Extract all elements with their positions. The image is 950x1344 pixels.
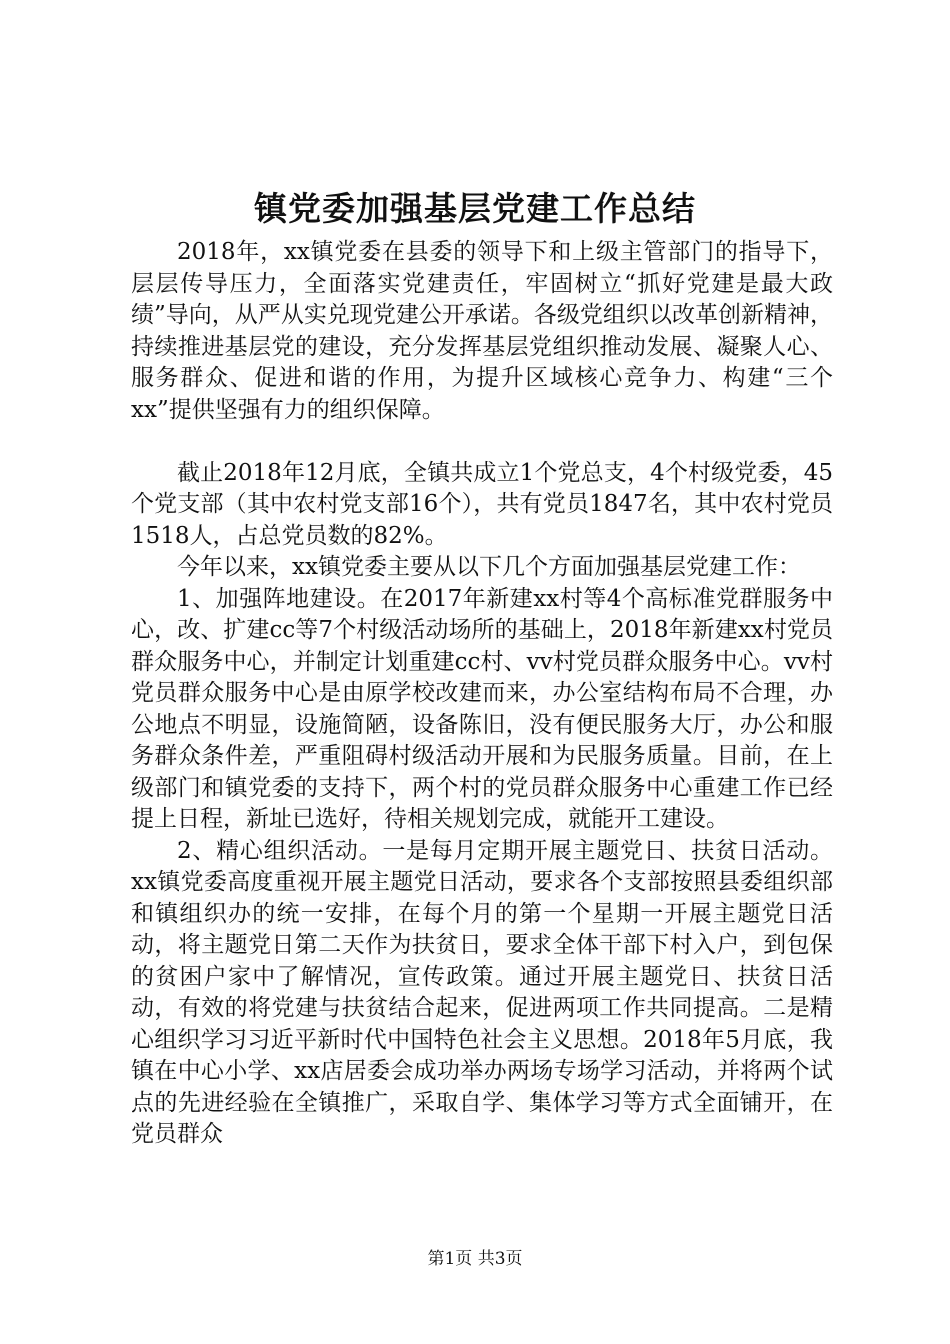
paragraph-intro: 2018年，xx镇党委在县委的领导下和上级主管部门的指导下，层层传导压力，全面落实党建责任，牢固树立“抓好党建是最大政绩”导向，从严从实兑现党建公开承诺。各级党组织以改革创新精神，持续推进基层党的建设，充分发挥基层党组织推动发展、凝聚人心、服务群众、促进和谐的作用，为提升区域核心竞争力、构建“三个xx”提供坚强有力的组织保障。 (131, 239, 833, 423)
paragraph-item-1: 1、加强阵地建设。在2017年新建xx村等4个高标准党群服务中心，改、扩建cc等7个村级活动场所的基础上，2018年新建xx村党员群众服务中心，并制定计划重建cc村、vv村党员群众服务中心。vv村党员群众服务中心是由原学校改建而来，办公室结构布局不合理，办公地点不明显，设施简陋，设备陈旧，没有便民服务大厅，办公和服务群众条件差，严重阻碍村级活动开展和为民服务质量。目前，在上级部门和镇党委的支持下，两个村的党员群众服务中心重建工作已经提上日程，新址已选好，待相关规划完成，就能开工建设。 (131, 585, 833, 832)
paragraph-item-2: 2、精心组织活动。一是每月定期开展主题党日、扶贫日活动。xx镇党委高度重视开展主题党日活动，要求各个支部按照县委组织部和镇组织办的统一安排，在每个月的第一个星期一开展主题党日活动，将主题党日第二天作为扶贫日，要求全体干部下村入户，到包保的贫困户家中了解情况，宣传政策。通过开展主题党日、扶贫日活动，有效的将党建与扶贫结合起来，促进两项工作共同提高。二是精心组织学习习近平新时代中国特色社会主义思想。2018年5月底，我镇在中心小学、xx店居委会成功举办两场专场学习活动，并将两个试点的先进经验在全镇推广，采取自学、集体学习等方式全面铺开，在党员群众 (131, 837, 833, 1147)
paragraph-statistics: 截止2018年12月底，全镇共成立1个党总支，4个村级党委，45个党支部（其中农村党支部16个），共有党员1847名，其中农村党员1518人，占总党员数的82%。 (131, 459, 833, 549)
document-title: 镇党委加强基层党建工作总结 (254, 189, 696, 228)
page-footer: 第1页 共3页 (427, 1249, 523, 1269)
document-body (131, 237, 833, 1151)
paragraph-overview: 今年以来，xx镇党委主要从以下几个方面加强基层党建工作： (177, 554, 801, 580)
